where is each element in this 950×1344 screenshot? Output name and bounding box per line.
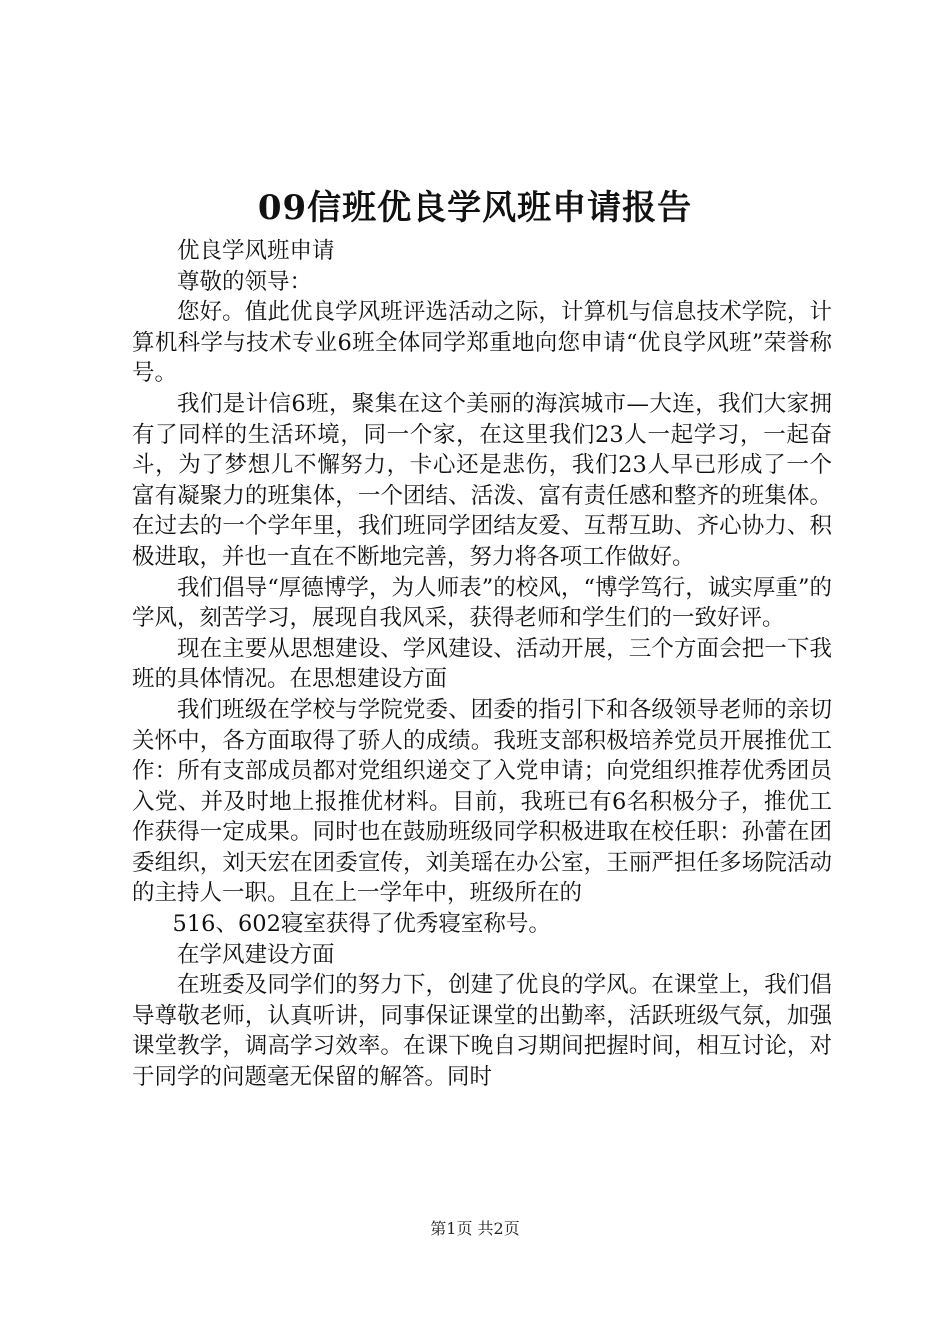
- paragraph-school-motto: 我们倡导“厚德博学，为人师表”的校风，“博学笃行，诚实厚重”的学风，刻苦学习，展现自我风采，获得老师和学生们的一致好评。: [132, 574, 832, 632]
- document-title: 09信班优良学风班申请报告: [257, 188, 693, 228]
- page-footer: 第1页 共2页: [430, 1219, 520, 1238]
- paragraph-salutation: 尊敬的领导：: [177, 268, 313, 295]
- paragraph-study-style: 在班委及同学们的努力下，创建了优良的学风。在课堂上，我们倡导尊敬老师，认真听讲，同事保证课堂的出勤率，活跃班级气氛，加强课堂教学，调高学习效率。在课下晚自习期间把握时间，相互讨论，对于同学的问题毫无保留的解答。同时: [132, 972, 832, 1091]
- paragraph-class-intro: 我们是计信6班，聚集在这个美丽的海滨城市—大连，我们大家拥有了同样的生活环境，同一个家，在这里我们23人一起学习，一起奋斗，为了梦想儿不懈努力，卡心还是悲伤，我们23人早已形成了一个富有凝聚力的班集体，一个团结、活泼、富有责任感和整齐的班集体。在过去的一个学年里，我们班同学团结友爱、互帮互助、齐心协力、积极进取，并也一直在不断地完善，努力将各项工作做好。: [132, 390, 832, 570]
- paragraph-study-heading: 在学风建设方面: [177, 941, 335, 968]
- paragraph-greeting: 您好。值此优良学风班评选活动之际，计算机与信息技术学院，计算机科学与技术专业6班全体同学郑重地向您申请“优良学风班”荣誉称号。: [132, 299, 832, 387]
- document-body: [132, 236, 832, 1093]
- paragraph-ideology: 我们班级在学校与学院党委、团委的指引下和各级领导老师的亲切关怀中，各方面取得了骄人的成绩。我班支部积极培养党员开展推优工作：所有支部成员都对党组织递交了入党申请；向党组织推荐优秀团员入党、并及时地上报推优材料。目前，我班已有6名积极分子，推优工作获得一定成果。同时也在鼓励班级同学积极进取在校任职：孙蕾在团委组织，刘天宏在团委宣传，刘美瑶在办公室，王丽严担任多场院活动的主持人一职。且在上一学年中，班级所在的: [132, 696, 832, 907]
- paragraph-dormitory: 516、602寝室获得了优秀寝室称号。: [172, 911, 551, 938]
- paragraph-heading: 优良学风班申请: [177, 238, 335, 264]
- paragraph-overview: 现在主要从思想建设、学风建设、活动开展，三个方面会把一下我班的具体情况。在思想建设方面: [132, 635, 832, 693]
